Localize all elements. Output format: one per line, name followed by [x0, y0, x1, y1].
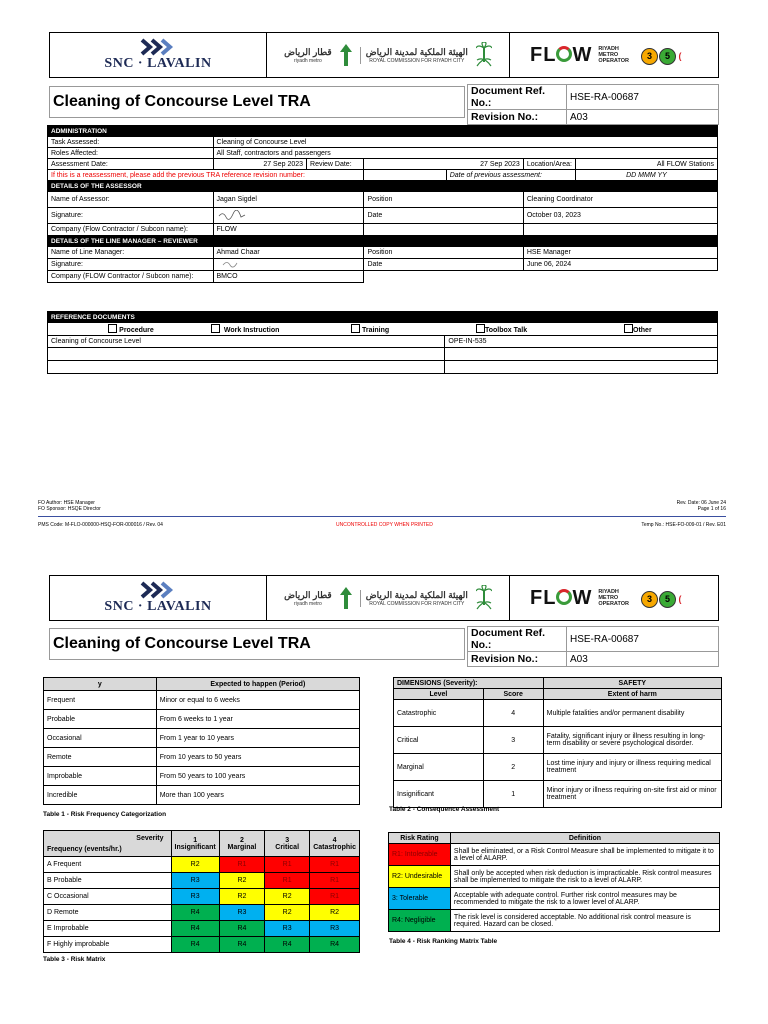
rc-arabic: الهيئة الملكية لمدينة الرياض — [365, 46, 468, 57]
flow-sub-3: OPERATOR — [598, 601, 629, 607]
t2-col-extent: Extent of harm — [543, 689, 721, 700]
assessor-company-text: Company (Flow Contractor / Subcon name): — [51, 226, 188, 233]
t2-extent: Minor injury or illness requiring on-site first aid or minor treatment — [543, 781, 721, 808]
t3-col-num: 4 — [332, 836, 337, 844]
t3-col — [219, 831, 264, 857]
t1-period: From 1 year to 10 years — [156, 729, 359, 748]
royal-commission-logo — [267, 576, 510, 620]
t3-col-label: Insignificant — [174, 843, 216, 851]
reviewer-company-text: Company (FLOW Contractor / Subcon name): — [51, 273, 194, 280]
flow-sub-2: METRO — [598, 595, 619, 601]
admin-heading: ADMINISTRATION — [48, 126, 718, 137]
t1-period: From 10 years to 50 years — [156, 748, 359, 767]
risk-matrix-table — [43, 830, 360, 953]
t1-level: Occasional — [44, 729, 157, 748]
table-row — [44, 729, 360, 748]
ref-label: Document Ref. No.: — [468, 627, 567, 652]
flow-sub-3: OPERATOR — [598, 58, 629, 64]
palm-swords-icon — [476, 42, 492, 68]
flow-sub — [598, 46, 629, 64]
t1-period: More than 100 years — [156, 786, 359, 805]
location-value: All FLOW Stations — [575, 159, 717, 170]
t2-level: Critical — [394, 727, 484, 754]
t3-row-label: C Occasional — [44, 889, 172, 905]
t4-rating: R4: Negligible — [389, 910, 451, 932]
doc-title: Cleaning of Concourse Level TRA — [49, 86, 465, 118]
t3-row-label: D Remote — [44, 905, 172, 921]
doc-ref-table — [467, 626, 719, 667]
t1-head-col1: y — [44, 678, 157, 691]
prev-ref-blank — [364, 170, 446, 181]
t2-level: Catastrophic — [394, 700, 484, 727]
t3-row-label: B Probable — [44, 873, 172, 889]
flow-text2: W — [572, 586, 593, 609]
t2-level: Marginal — [394, 754, 484, 781]
table-row — [394, 754, 722, 781]
table-row — [44, 691, 360, 710]
t3-col — [171, 831, 219, 857]
rc-arabic: الهيئة الملكية لمدينة الرياض — [365, 589, 468, 600]
t3-risk-cell: R3 — [219, 905, 264, 921]
snc-lavalin-logo — [50, 576, 267, 620]
t3-col-label: Catastrophic — [313, 843, 356, 851]
t3-risk-cell: R1 — [310, 857, 360, 873]
page1-header — [49, 32, 719, 78]
table2-caption: Table 2 - Consequence Assessment — [389, 806, 500, 813]
assessor-company-value: FLOW — [213, 224, 364, 236]
t3-risk-cell: R4 — [171, 937, 219, 953]
t3-risk-cell: R3 — [265, 921, 310, 937]
reference-heading: REFERENCE DOCUMENTS — [48, 312, 718, 323]
roles-value: All Staff, contractors and passengers — [213, 148, 717, 159]
line-3-badge: 3 — [641, 48, 658, 65]
t4-rating: R2: Undesirable — [389, 866, 451, 888]
rev-label: Revision No.: — [468, 110, 567, 125]
table1-caption: Table 1 - Risk Frequency Categorization — [43, 811, 167, 818]
task-label: Task Assessed: — [48, 137, 214, 148]
t3-risk-cell: R4 — [171, 921, 219, 937]
t3-risk-cell: R4 — [219, 921, 264, 937]
doc-title: Cleaning of Concourse Level TRA — [49, 628, 465, 660]
t3-risk-cell: R4 — [265, 937, 310, 953]
review-value: 27 Sep 2023 — [364, 159, 523, 170]
t3-col-num: 1 — [193, 836, 198, 844]
metro-arabic: قطار الرياض — [284, 46, 332, 57]
flow-sub-1: RIYADH — [598, 46, 619, 52]
rc-english: ROYAL COMMISSION FOR RIYADH CITY — [369, 57, 465, 64]
t3-row-label: E Improbable — [44, 921, 172, 937]
snc-lavalin-logo — [50, 33, 267, 77]
t2-col-level: Level — [394, 689, 484, 700]
t3-risk-cell: R2 — [265, 889, 310, 905]
footer-sponsor: FO Sponsor: HSQE Director — [38, 506, 101, 512]
ref-value: HSE-RA-00687 — [567, 627, 719, 652]
t3-col-label: Marginal — [227, 843, 257, 851]
snc-chevron-icon — [138, 38, 178, 56]
table-row — [44, 767, 360, 786]
table-row — [394, 727, 722, 754]
assessor-company-label — [48, 224, 214, 236]
table-row — [389, 888, 720, 910]
t2-col-score: Score — [483, 689, 543, 700]
t2-score: 2 — [483, 754, 543, 781]
footer-author: FO Author: HSE Manager — [38, 500, 95, 506]
t2-score: 4 — [483, 700, 543, 727]
t4-col-rating: Risk Rating — [389, 833, 451, 844]
review-label: Review Date: — [307, 159, 364, 170]
t4-definition: Shall be eliminated, or a Risk Control Measure shall be implemented to mitigate it to a level of ALARP. — [450, 844, 719, 866]
reassess-note: If this is a reassessment, please add the previous TRA reference revision number: — [48, 170, 364, 181]
prev-date-value: DD MMM YY — [575, 170, 717, 181]
t1-level: Improbable — [44, 767, 157, 786]
t3-risk-cell: R2 — [219, 889, 264, 905]
metro-sub: riyadh metro — [294, 57, 322, 64]
reviewer-position-label: Position — [364, 247, 523, 259]
t3-risk-cell: R1 — [310, 889, 360, 905]
line-3-badge: 3 — [641, 591, 658, 608]
other-checkbox[interactable] — [624, 324, 633, 333]
signature-icon — [217, 210, 247, 220]
table-row — [394, 781, 722, 808]
rev-value: A03 — [567, 110, 719, 125]
consequence-table — [393, 677, 722, 808]
t4-rating: R1: Intolerable — [389, 844, 451, 866]
toolbox-talk-label: Toolbox Talk — [485, 327, 528, 334]
t2-score: 3 — [483, 727, 543, 754]
rev-label: Revision No.: — [468, 652, 567, 667]
reference-doc-code: OPE-IN-535 — [445, 336, 718, 348]
metro-arabic: قطار الرياض — [284, 589, 332, 600]
line-numbers — [641, 46, 684, 65]
flow-text: FL — [530, 43, 557, 66]
admin-table — [47, 125, 718, 283]
t3-col-label: Critical — [275, 843, 300, 851]
t3-risk-cell: R1 — [219, 857, 264, 873]
work-instruction-label: Work Instruction — [223, 327, 280, 334]
flow-logo — [510, 33, 718, 77]
snc-name: SNC · LAVALIN — [104, 599, 212, 614]
flow-sub — [598, 589, 629, 607]
t1-head-col2: Expected to happen (Period) — [156, 678, 359, 691]
t3-risk-cell: R2 — [171, 857, 219, 873]
t3-row-label: F Highly improbable — [44, 937, 172, 953]
t2-extent: Multiple fatalities and/or permanent disability — [543, 700, 721, 727]
rev-value: A03 — [567, 652, 719, 667]
reviewer-date-value: June 06, 2024 — [523, 259, 717, 271]
table-row — [389, 844, 720, 866]
t3-risk-cell: R1 — [310, 873, 360, 889]
table-row — [44, 748, 360, 767]
table-row — [44, 873, 360, 889]
ref-value: HSE-RA-00687 — [567, 85, 719, 110]
metro-arrow-icon — [340, 587, 352, 609]
task-value: Cleaning of Concourse Level — [213, 137, 717, 148]
other-label: Other — [633, 327, 652, 334]
reviewer-signature — [213, 259, 364, 271]
assessor-name-value: Jagan Sigdel — [213, 192, 364, 208]
line-5-badge: 5 — [659, 591, 676, 608]
t4-definition: Shall only be accepted when risk deduction is impracticable. Risk control measures shall be implemented to mitigate the risk to a level of ALARP. — [450, 866, 719, 888]
table-row — [44, 889, 360, 905]
royal-commission-logo — [267, 33, 510, 77]
assessor-position-label: Position — [364, 192, 523, 208]
location-label: Location/Area: — [523, 159, 575, 170]
page2-header — [49, 575, 719, 621]
flow-wordmark — [530, 44, 592, 67]
t3-corner — [44, 831, 172, 857]
reviewer-heading: DETAILS OF THE LINE MANAGER – REVIEWER — [48, 236, 718, 247]
footer-uncontrolled: UNCONTROLLED COPY WHEN PRINTED — [336, 522, 433, 528]
t2-extent: Lost time injury and injury or illness requiring medical treatment — [543, 754, 721, 781]
flow-wordmark — [530, 587, 592, 610]
training-label: Training — [361, 327, 390, 334]
t3-row-label: A Frequent — [44, 857, 172, 873]
roles-label: Roles Affected: — [48, 148, 214, 159]
flow-o-icon — [556, 46, 572, 62]
t3-col — [265, 831, 310, 857]
t3-severity-label: Severity — [136, 834, 164, 842]
footer-page: Page 1 of 16 — [697, 506, 726, 512]
t3-col-num: 2 — [239, 836, 244, 844]
procedure-label: Procedure — [119, 327, 154, 334]
t2-level: Insignificant — [394, 781, 484, 808]
flow-logo — [510, 576, 718, 620]
flow-sub-2: METRO — [598, 52, 619, 58]
reference-options — [48, 323, 718, 336]
table-row — [389, 866, 720, 888]
procedure-checkbox[interactable] — [108, 324, 117, 333]
table4-caption: Table 4 - Risk Ranking Matrix Table — [389, 938, 498, 945]
palm-swords-icon — [476, 585, 492, 611]
date-label: Assessment Date: — [48, 159, 214, 170]
reference-table — [47, 311, 718, 374]
reviewer-name-label: Name of Line Manager: — [48, 247, 214, 259]
training-checkbox[interactable] — [351, 324, 360, 333]
line-more-badge: ( — [678, 50, 682, 61]
table3-caption: Table 3 - Risk Matrix — [43, 956, 106, 963]
t3-risk-cell: R4 — [219, 937, 264, 953]
t4-rating: 3: Tolerable — [389, 888, 451, 910]
date-value: 27 Sep 2023 — [213, 159, 307, 170]
footer-rev-date: Rev. Date: 06 June 24 — [676, 500, 726, 506]
footer-pms: PMS Code: M-FLO-000000-HSQ-FOR-000016 / Rev. 04 — [38, 522, 163, 528]
table-row — [44, 937, 360, 953]
assessor-signature — [213, 208, 364, 224]
rc-english: ROYAL COMMISSION FOR RIYADH CITY — [369, 600, 465, 607]
assessor-date-value: October 03, 2023 — [523, 208, 717, 224]
t3-col-num: 3 — [285, 836, 290, 844]
assessor-sig-label: Signature: — [48, 208, 214, 224]
toolbox-talk-checkbox[interactable] — [476, 324, 485, 333]
t3-risk-cell: R1 — [265, 857, 310, 873]
table-row — [44, 921, 360, 937]
t3-risk-cell: R3 — [171, 889, 219, 905]
metro-arrow-icon — [340, 44, 352, 66]
table-row — [44, 710, 360, 729]
reviewer-sig-label: Signature: — [48, 259, 214, 271]
t4-definition: The risk level is considered acceptable. No additional risk control measure is required. Hazard can be closed. — [450, 910, 719, 932]
t2-head-safety: SAFETY — [543, 678, 721, 689]
t1-period: From 6 weeks to 1 year — [156, 710, 359, 729]
t3-risk-cell: R1 — [265, 873, 310, 889]
work-instruction-checkbox[interactable] — [211, 324, 220, 333]
reviewer-company-value: BMCO — [213, 271, 364, 283]
assessor-date-label: Date — [364, 208, 523, 224]
table-row — [44, 786, 360, 805]
ref-label: Document Ref. No.: — [468, 85, 567, 110]
footer-rule — [38, 516, 726, 517]
t2-extent: Fatality, significant injury or illness resulting in long-term disability or severe psychological disorder. — [543, 727, 721, 754]
t3-col — [310, 831, 360, 857]
reference-doc-name: Cleaning of Concourse Level — [48, 336, 445, 348]
doc-ref-table — [467, 84, 719, 125]
line-5-badge: 5 — [659, 48, 676, 65]
table-row — [44, 905, 360, 921]
assessor-name-label: Name of Assessor: — [48, 192, 214, 208]
t3-freq-label: Frequency (events/hr.) — [47, 845, 122, 853]
reviewer-date-label: Date — [364, 259, 523, 271]
t1-period: Minor or equal to 6 weeks — [156, 691, 359, 710]
t1-level: Remote — [44, 748, 157, 767]
t3-risk-cell: R2 — [219, 873, 264, 889]
t2-score: 1 — [483, 781, 543, 808]
table-row — [44, 857, 360, 873]
t1-level: Frequent — [44, 691, 157, 710]
signature-icon — [217, 259, 247, 268]
assessor-heading: DETAILS OF THE ASSESSOR — [48, 181, 718, 192]
t4-definition: Acceptable with adequate control. Further risk control measures may be recommended to mitigate the risk to a lower level of ALARP. — [450, 888, 719, 910]
t1-level: Incredible — [44, 786, 157, 805]
t4-col-def: Definition — [450, 833, 719, 844]
t3-risk-cell: R4 — [171, 905, 219, 921]
table-row — [389, 910, 720, 932]
footer-temp: Temp No.: HSE-FO-009-01 / Rev. E01 — [641, 522, 726, 528]
reviewer-name-value: Ahmad Chaar — [213, 247, 364, 259]
t3-risk-cell: R2 — [310, 905, 360, 921]
flow-text: FL — [530, 586, 557, 609]
t3-risk-cell: R3 — [310, 921, 360, 937]
t3-risk-cell: R2 — [265, 905, 310, 921]
table-row — [394, 700, 722, 727]
flow-text2: W — [572, 43, 593, 66]
risk-frequency-table — [43, 677, 360, 805]
t3-risk-cell: R4 — [310, 937, 360, 953]
t1-period: From 50 years to 100 years — [156, 767, 359, 786]
flow-o-icon — [556, 589, 572, 605]
reviewer-company-label — [48, 271, 214, 283]
t3-risk-cell: R3 — [171, 873, 219, 889]
flow-sub-1: RIYADH — [598, 589, 619, 595]
snc-name: SNC · LAVALIN — [104, 56, 212, 71]
line-more-badge: ( — [678, 593, 682, 604]
snc-chevron-icon — [138, 581, 178, 599]
t2-head-dim: DIMENSIONS (Severity): — [394, 678, 544, 689]
line-numbers — [641, 589, 684, 608]
metro-sub: riyadh metro — [294, 600, 322, 607]
t1-level: Probable — [44, 710, 157, 729]
risk-ranking-table — [388, 832, 720, 932]
reviewer-position-value: HSE Manager — [523, 247, 717, 259]
assessor-position-value: Cleaning Coordinator — [523, 192, 717, 208]
prev-date-label: Date of previous assessment: — [446, 170, 575, 181]
